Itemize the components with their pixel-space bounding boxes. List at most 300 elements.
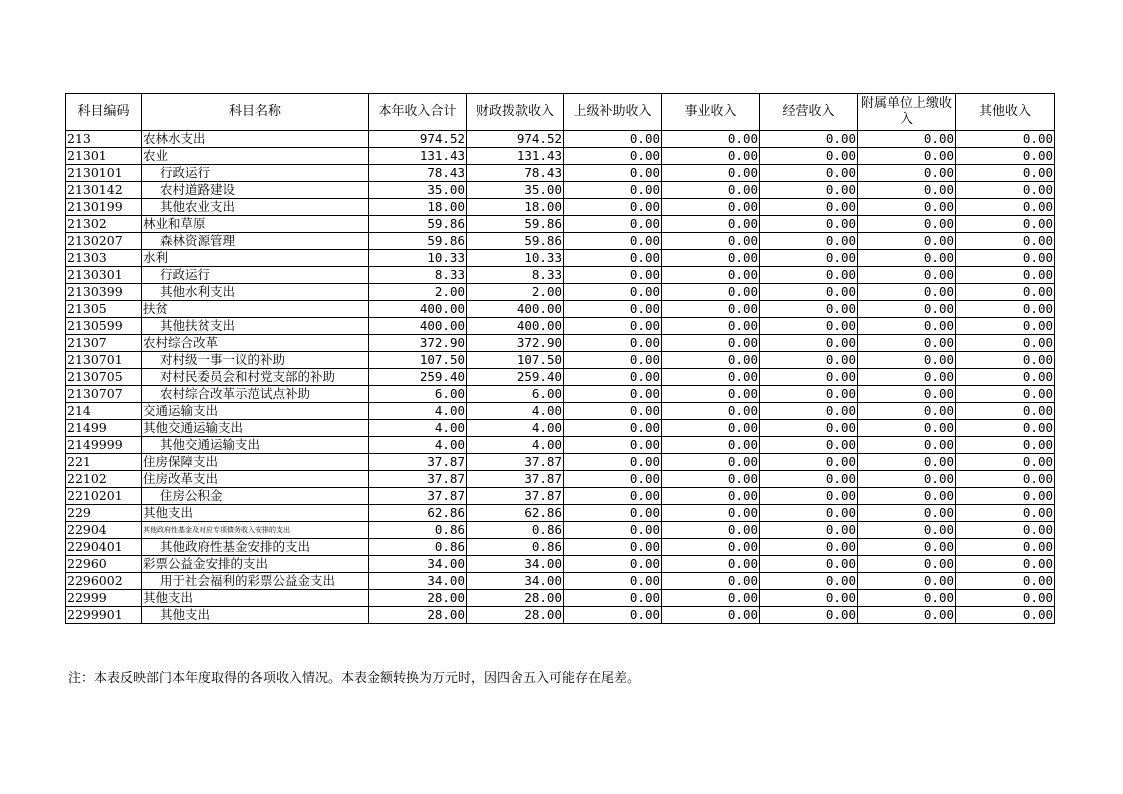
amount-cell: 0.00: [760, 233, 858, 250]
subject-name-cell: 扶贫: [142, 301, 369, 318]
amount-cell: 0.00: [564, 165, 662, 182]
subject-name-cell: 其他扶贫支出: [142, 318, 369, 335]
amount-cell: 0.00: [858, 403, 956, 420]
amount-cell: 0.00: [564, 131, 662, 148]
subject-name-cell: 交通运输支出: [142, 403, 369, 420]
table-row: [66, 148, 1055, 165]
amount-cell: 0.00: [662, 454, 760, 471]
amount-cell: 0.00: [662, 233, 760, 250]
amount-cell: 0.00: [858, 352, 956, 369]
amount-cell: 0.00: [662, 437, 760, 454]
table-row: [66, 335, 1055, 352]
header-affiliated-units: 附属单位上缴收入: [858, 94, 956, 131]
amount-cell: 0.00: [858, 454, 956, 471]
amount-cell: 0.00: [956, 573, 1055, 590]
amount-cell: 0.00: [956, 318, 1055, 335]
subject-name-cell: 林业和草原: [142, 216, 369, 233]
amount-cell: 0.00: [956, 454, 1055, 471]
subject-code-cell: 2130199: [66, 199, 142, 216]
amount-cell: 0.00: [956, 250, 1055, 267]
amount-cell: 0.00: [858, 131, 956, 148]
amount-cell: 0.00: [858, 165, 956, 182]
amount-cell: 0.00: [858, 182, 956, 199]
amount-cell: 59.86: [369, 216, 467, 233]
amount-cell: 0.00: [956, 386, 1055, 403]
amount-cell: 37.87: [369, 471, 467, 488]
amount-cell: 0.00: [662, 590, 760, 607]
header-business-income: 事业收入: [662, 94, 760, 131]
subject-name-cell: 其他农业支出: [142, 199, 369, 216]
amount-cell: 0.00: [858, 148, 956, 165]
amount-cell: 0.00: [858, 539, 956, 556]
amount-cell: 0.00: [956, 148, 1055, 165]
amount-cell: 0.00: [858, 301, 956, 318]
amount-cell: 59.86: [467, 216, 564, 233]
table-row: [66, 216, 1055, 233]
table-row: [66, 420, 1055, 437]
subject-code-cell: 21301: [66, 148, 142, 165]
amount-cell: 0.00: [956, 607, 1055, 624]
amount-cell: 400.00: [467, 301, 564, 318]
table-row: [66, 369, 1055, 386]
amount-cell: 0.00: [564, 250, 662, 267]
amount-cell: 0.00: [564, 182, 662, 199]
amount-cell: 0.00: [760, 471, 858, 488]
subject-name-cell: 森林资源管理: [142, 233, 369, 250]
amount-cell: 0.00: [564, 233, 662, 250]
amount-cell: 0.00: [760, 437, 858, 454]
amount-cell: 0.00: [956, 522, 1055, 539]
subject-name-cell: 其他支出: [142, 505, 369, 522]
subject-name-cell: 其他支出: [142, 607, 369, 624]
amount-cell: 259.40: [369, 369, 467, 386]
subject-name-cell: 农业: [142, 148, 369, 165]
subject-name-cell: 其他交通运输支出: [142, 437, 369, 454]
subject-code-cell: 2290401: [66, 539, 142, 556]
amount-cell: 0.00: [858, 420, 956, 437]
amount-cell: 0.00: [662, 505, 760, 522]
amount-cell: 0.00: [662, 607, 760, 624]
amount-cell: 2.00: [467, 284, 564, 301]
table-row: [66, 471, 1055, 488]
subject-code-cell: 2299901: [66, 607, 142, 624]
amount-cell: 0.00: [564, 386, 662, 403]
amount-cell: 0.00: [858, 199, 956, 216]
amount-cell: 0.00: [858, 573, 956, 590]
amount-cell: 0.00: [564, 318, 662, 335]
amount-cell: 0.00: [760, 131, 858, 148]
amount-cell: 0.00: [662, 182, 760, 199]
amount-cell: 59.86: [467, 233, 564, 250]
amount-cell: 259.40: [467, 369, 564, 386]
amount-cell: 0.00: [956, 590, 1055, 607]
amount-cell: 0.00: [760, 335, 858, 352]
amount-cell: 28.00: [369, 590, 467, 607]
amount-cell: 0.00: [662, 556, 760, 573]
amount-cell: 0.00: [956, 216, 1055, 233]
amount-cell: 0.00: [662, 318, 760, 335]
amount-cell: 400.00: [369, 318, 467, 335]
header-subject-code: 科目编码: [66, 94, 142, 131]
table-body: [66, 131, 1055, 624]
table-row: [66, 607, 1055, 624]
amount-cell: 0.00: [858, 386, 956, 403]
subject-code-cell: 22904: [66, 522, 142, 539]
amount-cell: 0.00: [662, 386, 760, 403]
amount-cell: 0.00: [858, 216, 956, 233]
table-row: [66, 505, 1055, 522]
amount-cell: 974.52: [369, 131, 467, 148]
amount-cell: 0.00: [564, 437, 662, 454]
amount-cell: 0.00: [956, 420, 1055, 437]
subject-name-cell: 农林水支出: [142, 131, 369, 148]
amount-cell: 0.00: [956, 267, 1055, 284]
header-superior-subsidy: 上级补助收入: [564, 94, 662, 131]
amount-cell: 4.00: [369, 437, 467, 454]
table-row: [66, 386, 1055, 403]
subject-code-cell: 2296002: [66, 573, 142, 590]
subject-code-cell: 22960: [66, 556, 142, 573]
amount-cell: 0.00: [662, 488, 760, 505]
subject-code-cell: 2130101: [66, 165, 142, 182]
amount-cell: 28.00: [467, 607, 564, 624]
amount-cell: 37.87: [369, 488, 467, 505]
amount-cell: 4.00: [369, 420, 467, 437]
amount-cell: 0.00: [956, 505, 1055, 522]
amount-cell: 34.00: [369, 573, 467, 590]
amount-cell: 0.00: [760, 573, 858, 590]
table-row: [66, 522, 1055, 539]
subject-code-cell: 2149999: [66, 437, 142, 454]
amount-cell: 0.00: [760, 607, 858, 624]
amount-cell: 0.00: [662, 301, 760, 318]
amount-cell: 0.00: [564, 556, 662, 573]
table-row: [66, 250, 1055, 267]
amount-cell: 10.33: [369, 250, 467, 267]
amount-cell: 62.86: [369, 505, 467, 522]
amount-cell: 0.00: [564, 403, 662, 420]
amount-cell: 107.50: [467, 352, 564, 369]
amount-cell: 0.00: [662, 148, 760, 165]
subject-name-cell: 其他水利支出: [142, 284, 369, 301]
amount-cell: 0.00: [564, 454, 662, 471]
amount-cell: 0.00: [760, 454, 858, 471]
amount-cell: 0.00: [662, 573, 760, 590]
subject-name-cell: 其他支出: [142, 590, 369, 607]
amount-cell: 28.00: [369, 607, 467, 624]
amount-cell: 6.00: [369, 386, 467, 403]
subject-name-cell: 水利: [142, 250, 369, 267]
amount-cell: 0.00: [858, 250, 956, 267]
table-row: [66, 318, 1055, 335]
amount-cell: 37.87: [467, 488, 564, 505]
amount-cell: 0.00: [760, 165, 858, 182]
table-row: [66, 403, 1055, 420]
subject-code-cell: 229: [66, 505, 142, 522]
header-subject-name: 科目名称: [142, 94, 369, 131]
amount-cell: 0.86: [467, 539, 564, 556]
income-table: [65, 93, 1055, 624]
subject-code-cell: 2130701: [66, 352, 142, 369]
amount-cell: 0.00: [564, 420, 662, 437]
amount-cell: 0.00: [662, 131, 760, 148]
subject-name-cell: 住房改革支出: [142, 471, 369, 488]
amount-cell: 0.00: [564, 199, 662, 216]
subject-code-cell: 2130399: [66, 284, 142, 301]
subject-name-cell: 农村综合改革: [142, 335, 369, 352]
table-row: [66, 199, 1055, 216]
amount-cell: 0.00: [564, 573, 662, 590]
table-row: [66, 301, 1055, 318]
amount-cell: 35.00: [467, 182, 564, 199]
amount-cell: 34.00: [467, 573, 564, 590]
amount-cell: 0.00: [662, 165, 760, 182]
amount-cell: 0.00: [760, 590, 858, 607]
table-row: [66, 352, 1055, 369]
amount-cell: 59.86: [369, 233, 467, 250]
amount-cell: 10.33: [467, 250, 564, 267]
amount-cell: 974.52: [467, 131, 564, 148]
amount-cell: 0.00: [858, 318, 956, 335]
amount-cell: 4.00: [467, 437, 564, 454]
amount-cell: 28.00: [467, 590, 564, 607]
subject-name-cell: 行政运行: [142, 165, 369, 182]
amount-cell: 131.43: [369, 148, 467, 165]
amount-cell: 0.00: [760, 539, 858, 556]
subject-code-cell: 21305: [66, 301, 142, 318]
subject-name-cell: 行政运行: [142, 267, 369, 284]
amount-cell: 34.00: [467, 556, 564, 573]
subject-name-cell: 其他政府性基金安排的支出: [142, 539, 369, 556]
amount-cell: 0.00: [760, 267, 858, 284]
amount-cell: 0.86: [467, 522, 564, 539]
subject-name-cell: 对村民委员会和村党支部的补助: [142, 369, 369, 386]
amount-cell: 78.43: [369, 165, 467, 182]
amount-cell: 0.00: [956, 403, 1055, 420]
subject-name-cell: 住房保障支出: [142, 454, 369, 471]
amount-cell: 0.00: [564, 335, 662, 352]
amount-cell: 8.33: [467, 267, 564, 284]
table-row: [66, 165, 1055, 182]
amount-cell: 0.00: [662, 199, 760, 216]
amount-cell: 400.00: [467, 318, 564, 335]
subject-code-cell: 2130705: [66, 369, 142, 386]
amount-cell: 0.86: [369, 522, 467, 539]
table-row: [66, 556, 1055, 573]
amount-cell: 0.00: [956, 352, 1055, 369]
amount-cell: 0.00: [564, 471, 662, 488]
amount-cell: 0.00: [760, 352, 858, 369]
amount-cell: 35.00: [369, 182, 467, 199]
subject-code-cell: 2130599: [66, 318, 142, 335]
amount-cell: 0.00: [564, 216, 662, 233]
table-row: [66, 131, 1055, 148]
amount-cell: 0.00: [956, 488, 1055, 505]
subject-name-cell: 用于社会福利的彩票公益金支出: [142, 573, 369, 590]
amount-cell: 0.00: [760, 301, 858, 318]
amount-cell: 0.00: [760, 250, 858, 267]
amount-cell: 0.00: [858, 607, 956, 624]
amount-cell: 78.43: [467, 165, 564, 182]
amount-cell: 0.00: [760, 386, 858, 403]
header-fiscal-appropriation: 财政拨款收入: [467, 94, 564, 131]
amount-cell: 37.87: [467, 454, 564, 471]
amount-cell: 0.00: [956, 284, 1055, 301]
amount-cell: 0.00: [662, 420, 760, 437]
amount-cell: 0.00: [858, 284, 956, 301]
subject-code-cell: 213: [66, 131, 142, 148]
amount-cell: 0.00: [956, 335, 1055, 352]
header-other-income: 其他收入: [956, 94, 1055, 131]
amount-cell: 0.00: [956, 437, 1055, 454]
amount-cell: 0.00: [564, 488, 662, 505]
amount-cell: 0.00: [956, 199, 1055, 216]
amount-cell: 0.00: [858, 267, 956, 284]
table-row: [66, 267, 1055, 284]
subject-code-cell: 2130207: [66, 233, 142, 250]
table-row: [66, 573, 1055, 590]
subject-code-cell: 2130301: [66, 267, 142, 284]
amount-cell: 0.00: [760, 182, 858, 199]
amount-cell: 0.00: [956, 165, 1055, 182]
subject-code-cell: 21499: [66, 420, 142, 437]
table-row: [66, 590, 1055, 607]
amount-cell: 0.00: [564, 505, 662, 522]
subject-name-cell: 住房公积金: [142, 488, 369, 505]
amount-cell: 4.00: [467, 403, 564, 420]
amount-cell: 0.00: [760, 420, 858, 437]
amount-cell: 0.00: [662, 522, 760, 539]
subject-code-cell: 2210201: [66, 488, 142, 505]
amount-cell: 0.00: [858, 369, 956, 386]
amount-cell: 0.00: [760, 284, 858, 301]
header-operating-income: 经营收入: [760, 94, 858, 131]
amount-cell: 0.00: [760, 505, 858, 522]
subject-code-cell: 2130142: [66, 182, 142, 199]
amount-cell: 6.00: [467, 386, 564, 403]
subject-name-cell: 其他政府性基金及对应专项债务收入安排的支出: [142, 522, 369, 539]
amount-cell: 18.00: [467, 199, 564, 216]
subject-code-cell: 22999: [66, 590, 142, 607]
amount-cell: 0.00: [956, 369, 1055, 386]
subject-code-cell: 21302: [66, 216, 142, 233]
amount-cell: 0.00: [760, 216, 858, 233]
amount-cell: 0.00: [662, 539, 760, 556]
amount-cell: 0.00: [956, 182, 1055, 199]
table-row: [66, 488, 1055, 505]
table-row: [66, 454, 1055, 471]
amount-cell: 0.00: [564, 148, 662, 165]
amount-cell: 2.00: [369, 284, 467, 301]
subject-code-cell: 22102: [66, 471, 142, 488]
amount-cell: 0.00: [858, 471, 956, 488]
amount-cell: 0.00: [760, 199, 858, 216]
subject-name-cell: 农村道路建设: [142, 182, 369, 199]
amount-cell: 0.00: [858, 556, 956, 573]
subject-name-cell: 农村综合改革示范试点补助: [142, 386, 369, 403]
amount-cell: 0.00: [564, 522, 662, 539]
subject-code-cell: 221: [66, 454, 142, 471]
table-row: [66, 539, 1055, 556]
amount-cell: 0.00: [760, 318, 858, 335]
amount-cell: 0.00: [956, 131, 1055, 148]
amount-cell: 0.00: [662, 335, 760, 352]
amount-cell: 37.87: [369, 454, 467, 471]
amount-cell: 400.00: [369, 301, 467, 318]
amount-cell: 0.00: [858, 522, 956, 539]
amount-cell: 0.00: [662, 267, 760, 284]
amount-cell: 0.00: [858, 505, 956, 522]
subject-name-cell: 其他交通运输支出: [142, 420, 369, 437]
amount-cell: 0.00: [662, 369, 760, 386]
subject-code-cell: 214: [66, 403, 142, 420]
amount-cell: 0.00: [564, 369, 662, 386]
subject-name-cell: 对村级一事一议的补助: [142, 352, 369, 369]
amount-cell: 131.43: [467, 148, 564, 165]
amount-cell: 0.00: [956, 471, 1055, 488]
amount-cell: 0.00: [564, 539, 662, 556]
table-row: [66, 284, 1055, 301]
amount-cell: 0.00: [760, 148, 858, 165]
amount-cell: 4.00: [467, 420, 564, 437]
table-header-row: [66, 94, 1055, 131]
amount-cell: 0.00: [956, 539, 1055, 556]
amount-cell: 107.50: [369, 352, 467, 369]
subject-code-cell: 2130707: [66, 386, 142, 403]
amount-cell: 0.00: [564, 607, 662, 624]
amount-cell: 0.00: [564, 590, 662, 607]
amount-cell: 0.00: [760, 522, 858, 539]
subject-code-cell: 21307: [66, 335, 142, 352]
amount-cell: 0.00: [564, 352, 662, 369]
subject-code-cell: 21303: [66, 250, 142, 267]
amount-cell: 0.00: [662, 250, 760, 267]
amount-cell: 0.00: [956, 556, 1055, 573]
amount-cell: 0.00: [760, 556, 858, 573]
amount-cell: 0.00: [662, 471, 760, 488]
amount-cell: 62.86: [467, 505, 564, 522]
amount-cell: 0.00: [564, 267, 662, 284]
table-note: 注：本表反映部门本年度取得的各项收入情况。本表金额转换为万元时，因四舍五入可能存在尾差。: [68, 671, 641, 686]
amount-cell: 37.87: [467, 471, 564, 488]
table-row: [66, 182, 1055, 199]
amount-cell: 0.00: [858, 488, 956, 505]
header-total-income: 本年收入合计: [369, 94, 467, 131]
amount-cell: 0.00: [956, 301, 1055, 318]
amount-cell: 372.90: [467, 335, 564, 352]
amount-cell: 0.00: [858, 233, 956, 250]
amount-cell: 0.00: [858, 335, 956, 352]
table-row: [66, 233, 1055, 250]
amount-cell: 0.00: [858, 437, 956, 454]
amount-cell: 0.00: [858, 590, 956, 607]
amount-cell: 0.00: [662, 284, 760, 301]
amount-cell: 0.00: [760, 403, 858, 420]
amount-cell: 18.00: [369, 199, 467, 216]
amount-cell: 0.00: [662, 216, 760, 233]
subject-name-cell: 彩票公益金安排的支出: [142, 556, 369, 573]
amount-cell: 0.00: [564, 301, 662, 318]
amount-cell: 0.86: [369, 539, 467, 556]
amount-cell: 0.00: [662, 403, 760, 420]
amount-cell: 372.90: [369, 335, 467, 352]
amount-cell: 0.00: [760, 488, 858, 505]
table-row: [66, 437, 1055, 454]
amount-cell: 8.33: [369, 267, 467, 284]
amount-cell: 0.00: [564, 284, 662, 301]
amount-cell: 0.00: [662, 352, 760, 369]
amount-cell: 4.00: [369, 403, 467, 420]
